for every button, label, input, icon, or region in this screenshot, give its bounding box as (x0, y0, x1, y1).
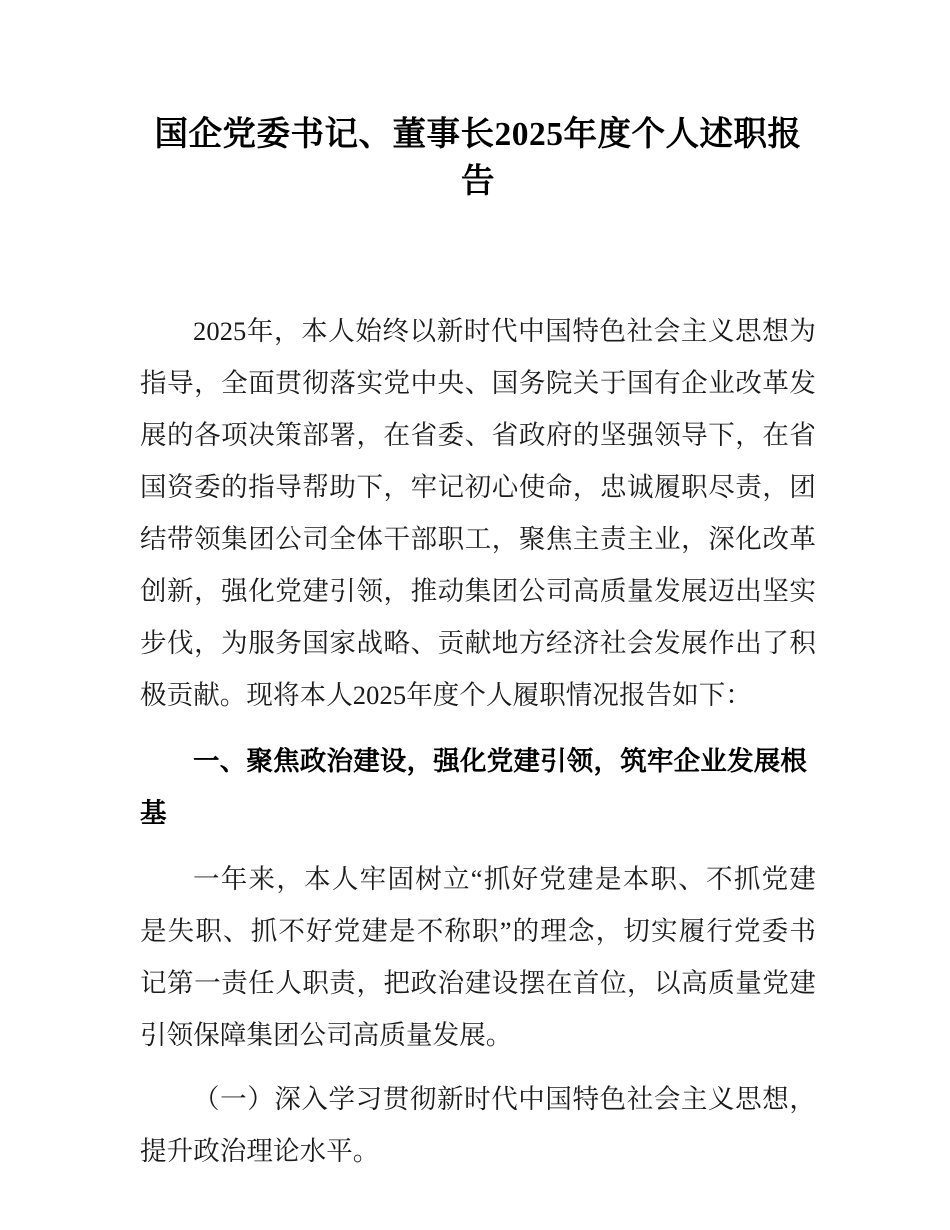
heading-bottom-gap (140, 839, 816, 853)
paragraph-subsection-1-1: （一）深入学习贯彻新时代中国特色社会主义思想，提升政治理论水平。 (140, 1084, 816, 1166)
subsection-top-gap (140, 1061, 816, 1073)
heading-top-gap (140, 721, 816, 735)
page-title: 国企党委书记、董事长2025年度个人述职报告 (154, 116, 802, 200)
title-body-spacer (140, 205, 816, 305)
paragraph-section-1-intro: 一年来，本人牢固树立“抓好党建是本职、不抓党建是失职、抓不好党建是不称职”的理念，切实履行党委书记第一责任人职责，把政治建设摆在首位，以高质量党建引领保障集团公司高质量发展。 (140, 864, 816, 1050)
section-heading-1: 一、聚焦政治建设，强化党建引领，筑牢企业发展根基 (140, 746, 808, 828)
paragraph-intro: 2025年，本人始终以新时代中国特色社会主义思想为指导，全面贯彻落实党中央、国务院关于国有企业改革发展的各项决策部署，在省委、省政府的坚强领导下，在省国资委的指导帮助下，牢记初心使命，忠诚履职尽责，团结带领集团公司全体干部职工，聚焦主责主业，深化改革创新，强化党建引领，推动集团公司高质量发展迈出坚实步伐，为服务国家战略、贡献地方经济社会发展作出了积极贡献。现将本人2025年度个人履职情况报告如下： (140, 316, 816, 710)
document-content (140, 0, 816, 1177)
